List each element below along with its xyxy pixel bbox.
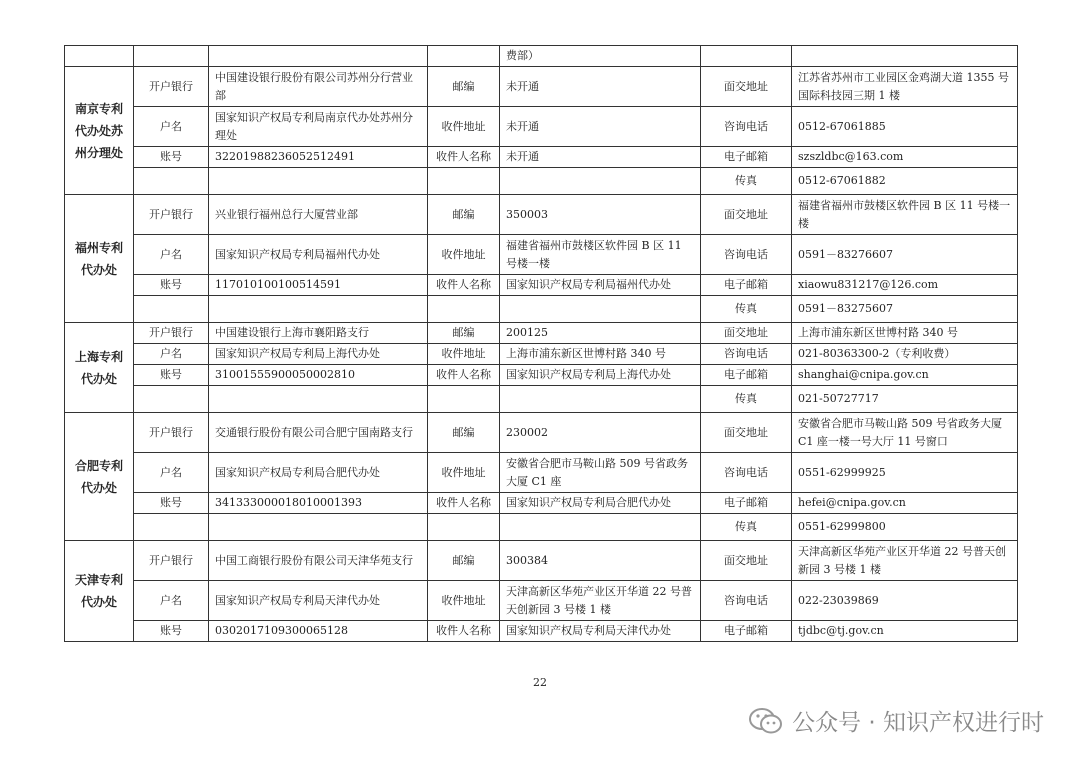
field-label: 电子邮箱 <box>701 275 792 296</box>
field-label: 咨询电话 <box>701 453 792 493</box>
field-label <box>428 514 500 541</box>
field-value <box>209 386 428 413</box>
field-label: 邮编 <box>428 67 500 107</box>
office-row <box>65 581 1018 621</box>
field-label: 咨询电话 <box>701 344 792 365</box>
field-label: 户名 <box>134 344 209 365</box>
field-value: 兴业银行福州总行大厦营业部 <box>209 195 428 235</box>
office-row <box>65 235 1018 275</box>
field-value: 安徽省合肥市马鞍山路 509 号省政务大厦 C1 座一楼一号大厅 11 号窗口 <box>792 413 1018 453</box>
field-value: 0512-67061885 <box>792 107 1018 147</box>
field-value: 230002 <box>500 413 701 453</box>
field-label: 收件地址 <box>428 453 500 493</box>
field-value <box>500 168 701 195</box>
office-row <box>65 413 1018 453</box>
office-row <box>65 107 1018 147</box>
field-value <box>209 168 428 195</box>
field-value: 国家知识产权局专利局天津代办处 <box>500 621 701 642</box>
field-value: hefei@cnipa.gov.cn <box>792 493 1018 514</box>
office-name: 合肥专利代办处 <box>65 413 134 541</box>
field-value <box>209 514 428 541</box>
field-value: 交通银行股份有限公司合肥宁国南路支行 <box>209 413 428 453</box>
office-row <box>65 147 1018 168</box>
field-label: 收件人名称 <box>428 621 500 642</box>
field-label: 面交地址 <box>701 413 792 453</box>
office-row <box>65 323 1018 344</box>
field-label <box>134 514 209 541</box>
field-label: 账号 <box>134 621 209 642</box>
field-label: 开户银行 <box>134 541 209 581</box>
field-value: 31001555900050002810 <box>209 365 428 386</box>
field-label: 邮编 <box>428 323 500 344</box>
watermark <box>748 704 1044 737</box>
field-value: 350003 <box>500 195 701 235</box>
field-label: 户名 <box>134 235 209 275</box>
field-value: 300384 <box>500 541 701 581</box>
field-value: 上海市浦东新区世博村路 340 号 <box>792 323 1018 344</box>
field-value: 福建省福州市鼓楼区软件园 B 区 11 号楼一楼 <box>500 235 701 275</box>
field-label <box>134 296 209 323</box>
field-value <box>500 514 701 541</box>
field-label: 面交地址 <box>701 67 792 107</box>
wechat-icon <box>748 706 784 736</box>
field-value <box>209 296 428 323</box>
field-value: 国家知识产权局专利局合肥代办处 <box>500 493 701 514</box>
office-row <box>65 541 1018 581</box>
fee-payment-table <box>64 45 1018 642</box>
field-value: 未开通 <box>500 107 701 147</box>
office-row <box>65 493 1018 514</box>
field-label: 传真 <box>701 168 792 195</box>
field-value: 341333000018010001393 <box>209 493 428 514</box>
field-value: 国家知识产权局专利局福州代办处 <box>500 275 701 296</box>
office-row <box>65 621 1018 642</box>
field-label: 户名 <box>134 453 209 493</box>
field-label: 收件地址 <box>428 344 500 365</box>
field-value: 国家知识产权局专利局合肥代办处 <box>209 453 428 493</box>
field-value: 021-50727717 <box>792 386 1018 413</box>
field-label: 开户银行 <box>134 67 209 107</box>
office-row <box>65 386 1018 413</box>
field-label: 面交地址 <box>701 541 792 581</box>
field-value: 上海市浦东新区世博村路 340 号 <box>500 344 701 365</box>
field-label <box>428 386 500 413</box>
field-value: 117010100100514591 <box>209 275 428 296</box>
field-value: 中国工商银行股份有限公司天津华苑支行 <box>209 541 428 581</box>
office-row <box>65 365 1018 386</box>
field-label: 电子邮箱 <box>701 365 792 386</box>
field-label: 邮编 <box>428 195 500 235</box>
field-value: 200125 <box>500 323 701 344</box>
field-value: 国家知识产权局专利局天津代办处 <box>209 581 428 621</box>
field-label: 户名 <box>134 581 209 621</box>
field-value: 0302017109300065128 <box>209 621 428 642</box>
continuation-text: 费部） <box>500 46 701 67</box>
field-label: 面交地址 <box>701 195 792 235</box>
field-value: xiaowu831217@126.com <box>792 275 1018 296</box>
field-label <box>428 296 500 323</box>
office-row <box>65 453 1018 493</box>
field-label: 电子邮箱 <box>701 493 792 514</box>
field-value <box>500 296 701 323</box>
watermark-text: 公众号 · 知识产权进行时 <box>792 710 1044 736</box>
page-number: 22 <box>533 676 547 689</box>
field-label: 账号 <box>134 365 209 386</box>
field-value: 中国建设银行上海市襄阳路支行 <box>209 323 428 344</box>
field-value: 国家知识产权局专利局上海代办处 <box>500 365 701 386</box>
field-label: 开户银行 <box>134 413 209 453</box>
field-value: 021-80363300-2（专利收费） <box>792 344 1018 365</box>
field-label: 收件人名称 <box>428 275 500 296</box>
field-value: 天津高新区华苑产业区开华道 22 号普天创新园 3 号楼 1 楼 <box>792 541 1018 581</box>
field-value: 福建省福州市鼓楼区软件园 B 区 11 号楼一楼 <box>792 195 1018 235</box>
field-label: 咨询电话 <box>701 581 792 621</box>
field-label: 邮编 <box>428 541 500 581</box>
field-label <box>134 168 209 195</box>
field-value: 未开通 <box>500 147 701 168</box>
field-value: 中国建设银行股份有限公司苏州分行营业部 <box>209 67 428 107</box>
continuation-row <box>65 46 1018 67</box>
field-value: 022-23039869 <box>792 581 1018 621</box>
field-value: 江苏省苏州市工业园区金鸡湖大道 1355 号国际科技园三期 1 楼 <box>792 67 1018 107</box>
field-label: 传真 <box>701 296 792 323</box>
field-label: 收件地址 <box>428 581 500 621</box>
field-value: 安徽省合肥市马鞍山路 509 号省政务大厦 C1 座 <box>500 453 701 493</box>
field-label: 开户银行 <box>134 195 209 235</box>
office-row <box>65 344 1018 365</box>
field-label: 传真 <box>701 386 792 413</box>
field-value: 32201988236052512491 <box>209 147 428 168</box>
field-label: 电子邮箱 <box>701 147 792 168</box>
field-label: 面交地址 <box>701 323 792 344</box>
field-label: 收件地址 <box>428 235 500 275</box>
field-label <box>134 386 209 413</box>
field-value <box>500 386 701 413</box>
office-row <box>65 296 1018 323</box>
office-name: 天津专利代办处 <box>65 541 134 642</box>
field-label: 邮编 <box>428 413 500 453</box>
field-label: 账号 <box>134 493 209 514</box>
office-name: 上海专利代办处 <box>65 323 134 413</box>
office-row <box>65 514 1018 541</box>
office-row <box>65 168 1018 195</box>
field-label: 账号 <box>134 275 209 296</box>
field-value: 国家知识产权局专利局上海代办处 <box>209 344 428 365</box>
office-row <box>65 67 1018 107</box>
field-label: 收件人名称 <box>428 493 500 514</box>
field-value: shanghai@cnipa.gov.cn <box>792 365 1018 386</box>
field-label: 电子邮箱 <box>701 621 792 642</box>
office-row <box>65 275 1018 296</box>
field-value: 国家知识产权局专利局福州代办处 <box>209 235 428 275</box>
field-value: 国家知识产权局专利局南京代办处苏州分理处 <box>209 107 428 147</box>
field-label: 传真 <box>701 514 792 541</box>
field-label: 账号 <box>134 147 209 168</box>
office-name: 南京专利代办处苏州分理处 <box>65 67 134 195</box>
field-label: 咨询电话 <box>701 235 792 275</box>
field-value: 0591－83276607 <box>792 235 1018 275</box>
field-label: 开户银行 <box>134 323 209 344</box>
field-value: 未开通 <box>500 67 701 107</box>
field-label: 收件人名称 <box>428 365 500 386</box>
office-row <box>65 195 1018 235</box>
field-value: 0591－83275607 <box>792 296 1018 323</box>
field-label: 收件地址 <box>428 107 500 147</box>
field-value: 天津高新区华苑产业区开华道 22 号普天创新园 3 号楼 1 楼 <box>500 581 701 621</box>
field-value: 0512-67061882 <box>792 168 1018 195</box>
field-label: 户名 <box>134 107 209 147</box>
field-label <box>428 168 500 195</box>
field-value: tjdbc@tj.gov.cn <box>792 621 1018 642</box>
office-name: 福州专利代办处 <box>65 195 134 323</box>
field-value: 0551-62999925 <box>792 453 1018 493</box>
field-label: 收件人名称 <box>428 147 500 168</box>
field-value: 0551-62999800 <box>792 514 1018 541</box>
field-value: szszldbc@163.com <box>792 147 1018 168</box>
field-label: 咨询电话 <box>701 107 792 147</box>
